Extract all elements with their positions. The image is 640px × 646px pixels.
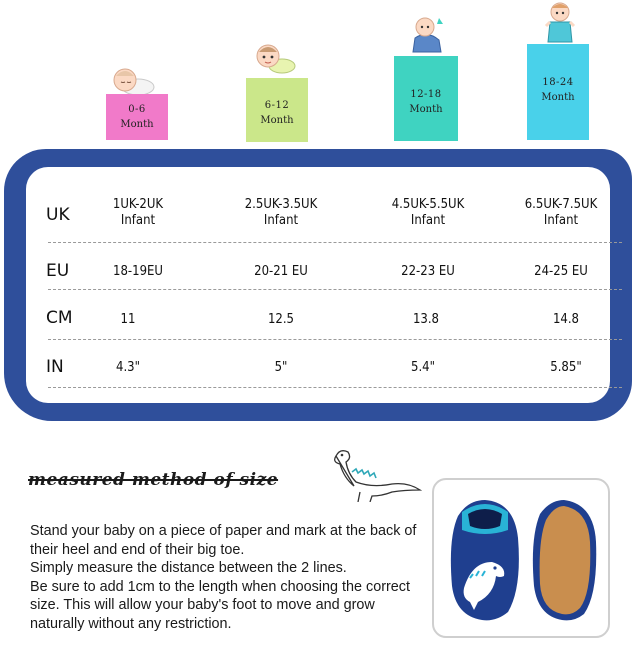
instruction-paragraph: Simply measure the distance between the 2 lines. — [30, 560, 347, 576]
table-cell: 2.5UK-3.5UK Infant — [244, 197, 318, 229]
table-cell: 12.5 — [267, 312, 295, 327]
instruction-paragraph: Stand your baby on a piece of paper and mark at the back of their heel and end of their big toe. — [30, 523, 417, 558]
row-header: EU — [46, 261, 70, 281]
size-table — [26, 167, 610, 403]
table-cell: 6.5UK-7.5UK Infant — [524, 197, 598, 229]
shoe-sole-view — [528, 498, 600, 622]
table-cell: 4.5UK-5.5UK Infant — [391, 197, 465, 229]
baby-shoe-photo — [432, 478, 610, 638]
dinosaur-doodle-icon — [326, 446, 422, 502]
age-block-0-6 — [106, 94, 168, 140]
row-divider — [48, 289, 622, 290]
row-header: UK — [46, 205, 70, 225]
instruction-paragraph: Be sure to add 1cm to the length when choosing the correct size. This will allow your baby's foot to move and grow naturally without any restriction. — [30, 578, 410, 632]
table-cell: 18-19EU — [113, 264, 163, 279]
row-header: IN — [46, 357, 64, 377]
row-divider — [48, 242, 622, 243]
table-cell: 14.8 — [552, 312, 580, 327]
baby-blue-outfit-icon — [405, 14, 449, 56]
measure-title: measured method of size — [28, 470, 279, 490]
table-cell: 22-23 EU — [401, 264, 455, 279]
table-cell: 20-21 EU — [254, 264, 308, 279]
row-divider — [48, 387, 622, 388]
table-cell: 11 — [120, 312, 136, 327]
table-cell: 5.4" — [411, 360, 435, 375]
age-unit: Month — [409, 103, 443, 115]
size-table-panel — [4, 149, 632, 421]
shoe-top-view — [448, 498, 522, 622]
age-range: 0-6 — [128, 104, 146, 115]
age-unit: Month — [260, 114, 294, 126]
table-cell: 5" — [274, 360, 288, 375]
baby-standing-icon — [542, 0, 578, 44]
row-header: CM — [46, 308, 73, 328]
age-unit: Month — [541, 91, 575, 103]
baby-crawling-icon — [252, 42, 298, 76]
age-range: 12-18 — [410, 89, 442, 100]
age-block-12-18 — [394, 56, 458, 141]
table-cell: 24-25 EU — [534, 264, 588, 279]
age-block-6-12 — [246, 78, 308, 142]
age-block-18-24 — [527, 44, 589, 140]
table-cell: 1UK-2UK Infant — [112, 197, 164, 229]
measure-instructions — [30, 522, 430, 633]
baby-sleeping-icon — [110, 64, 156, 96]
table-cell: 13.8 — [412, 312, 440, 327]
age-range: 18-24 — [542, 77, 574, 88]
age-range: 6-12 — [264, 100, 290, 111]
table-cell: 5.85" — [550, 360, 582, 375]
age-unit: Month — [120, 118, 154, 130]
table-cell: 4.3" — [116, 360, 140, 375]
row-divider — [48, 339, 622, 340]
